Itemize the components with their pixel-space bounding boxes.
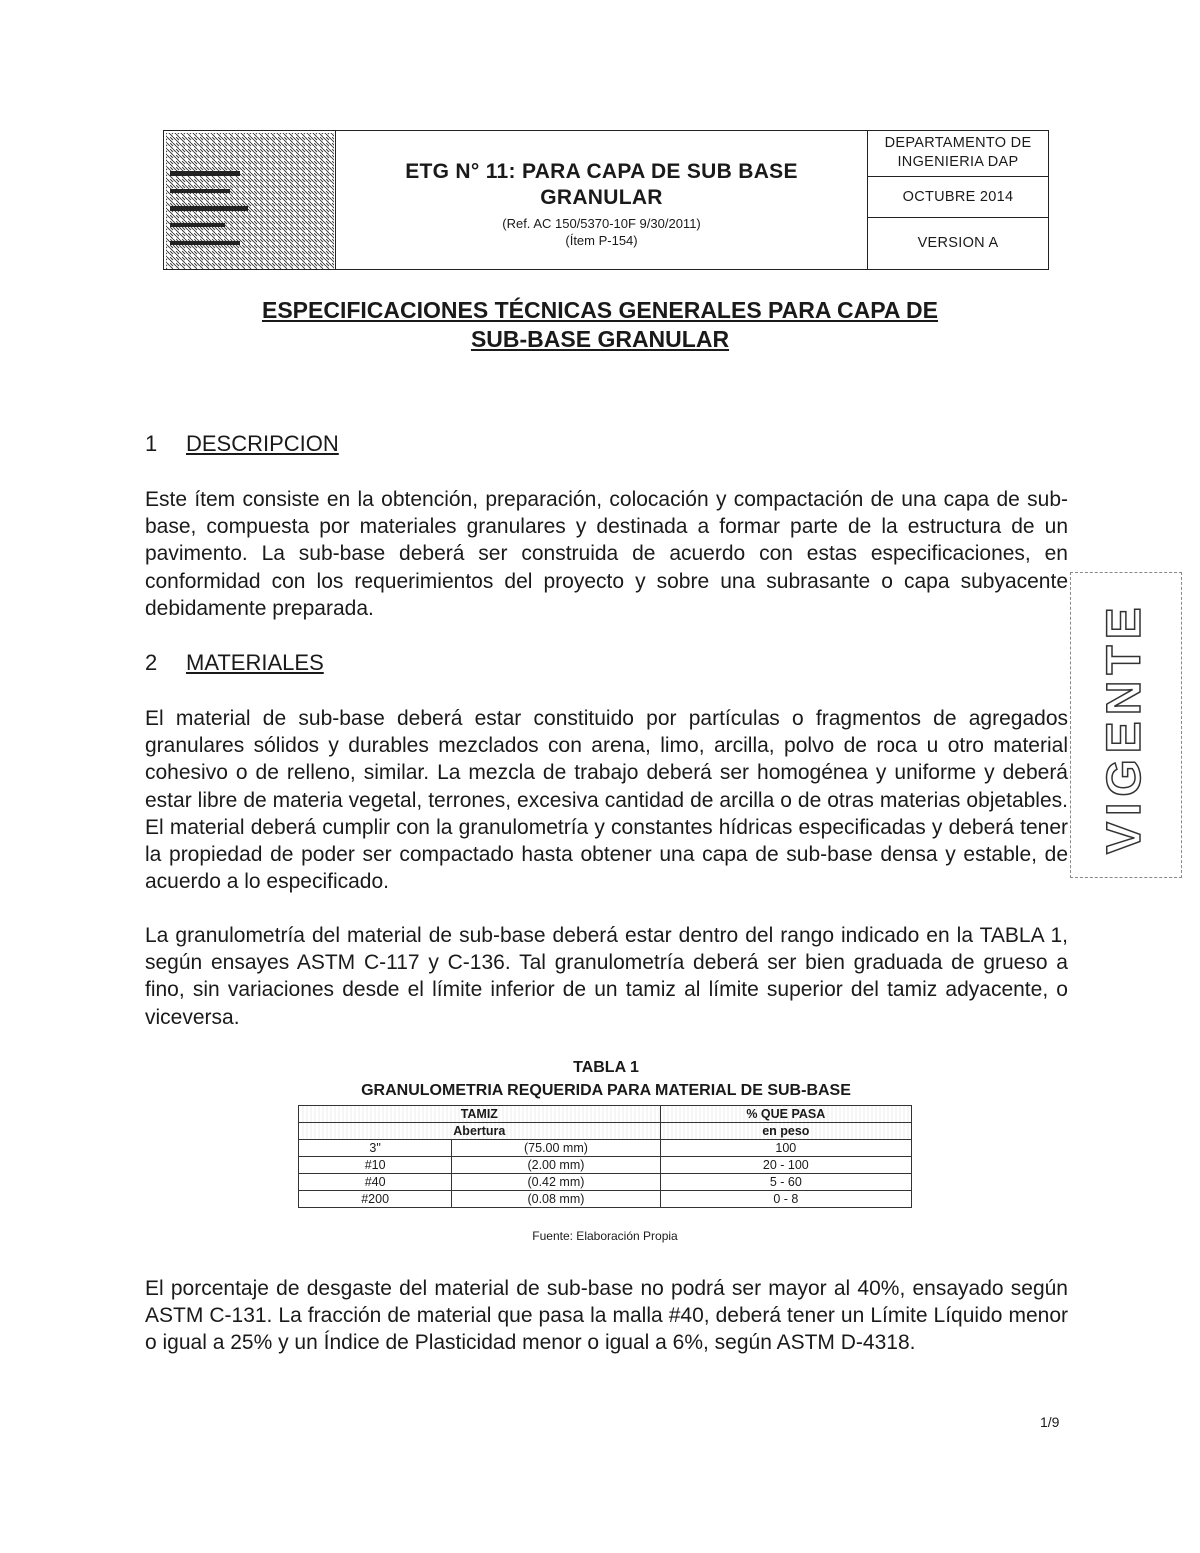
department-line1: DEPARTAMENTO DE [884,135,1032,151]
section-heading-1 [145,431,339,457]
table-label: TABLA 1 [573,1059,639,1076]
header-title-line1: ETG N° 11: PARA CAPA DE SUB BASE [405,160,798,183]
table-row [299,1157,912,1174]
table-header-row [299,1106,912,1123]
header-item: (Ítem P-154) [565,233,638,248]
granulometry-table [298,1105,912,1208]
vigente-stamp [1070,572,1182,878]
department-line2: INGENIERIA DAP [897,154,1019,170]
pass-cell: 100 [660,1140,911,1157]
opening-cell: (2.00 mm) [452,1157,660,1174]
table-caption: GRANULOMETRIA REQUERIDA PARA MATERIAL DE SUB-BASE [361,1082,851,1099]
document-header [163,130,1049,270]
header-peso: en peso [660,1123,911,1140]
section2-paragraph-1: El material de sub-base deberá estar constituido por partículas o fragmentos de agregados granulares sólidos y durables mezclados con arena, limo, arcilla, polvo de roca u otro material cohesivo o de relleno, similar. La mezcla de trabajo deberá ser homogénea y uniforme y deberá estar libre de materia vegetal, terrones, excesiva cantidad de arcilla o de otras materias objetables. El material deberá cumplir con la granulometría y constantes hídricas especificadas y deberá tener la propiedad de poder ser compactado hasta obtener una capa de sub-base densa y estable, de acuerdo a lo especificado. [145,707,1068,894]
page-title-line2: SUB-BASE GRANULAR [470,326,730,352]
section2-paragraph-2: La granulometría del material de sub-base deberá estar dentro del rango indicado en la TABLA 1, según ensayes ASTM C-117 y C-136. Tal granulometría deberá ser bien graduada de grueso a fino, sin variaciones desde el límite inferior de un tamiz al límite superior del tamiz adyacente, o viceversa. [145,924,1068,1029]
page-number: 1/9 [1040,1414,1060,1430]
sieve-cell: #10 [299,1157,452,1174]
opening-cell: (0.08 mm) [452,1191,660,1208]
table-row [299,1140,912,1157]
header-version: VERSION A [917,235,999,251]
pass-cell: 20 - 100 [660,1157,911,1174]
table-header-row [299,1123,912,1140]
table-row [299,1174,912,1191]
header-title-line2: GRANULAR [540,186,663,209]
section-heading-2 [145,650,324,676]
pass-cell: 5 - 60 [660,1174,911,1191]
header-date: OCTUBRE 2014 [868,177,1048,218]
page-title-line1: ESPECIFICACIONES TÉCNICAS GENERALES PARA CAPA DE [261,297,939,323]
header-meta [868,131,1048,269]
table-source: Fuente: Elaboración Propia [532,1229,678,1243]
header-department [868,131,1048,177]
section-number: 2 [145,650,158,675]
header-pasa: % QUE PASA [660,1106,911,1123]
header-reference: (Ref. AC 150/5370-10F 9/30/2011) [502,216,701,231]
table-row [299,1191,912,1208]
opening-cell: (0.42 mm) [452,1174,660,1191]
sieve-cell: #200 [299,1191,452,1208]
section2-paragraph-3: El porcentaje de desgaste del material de sub-base no podrá ser mayor al 40%, ensayado según ASTM C-131. La fracción de material que pasa la malla #40, deberá tener un Límite Líquido menor o igual a 25% y un Índice de Plasticidad menor o igual a 6%, según ASTM D-4318. [145,1277,1068,1355]
opening-cell: (75.00 mm) [452,1140,660,1157]
sieve-cell: 3" [299,1140,452,1157]
header-tamiz: TAMIZ [299,1106,661,1123]
section1-paragraph: Este ítem consiste en la obtención, preparación, colocación y compactación de una capa de sub-base, compuesta por materiales granulares y destinada a formar parte de la estructura de un pavimento. La sub-base deberá ser construida de acuerdo con estas especificaciones, en conformidad con los requerimientos del proyecto y sobre una subrasante o capa subyacente debidamente preparada. [145,488,1068,620]
header-title-block [336,131,868,269]
section-title: DESCRIPCION [186,431,339,456]
section-number: 1 [145,431,158,456]
page-title [180,296,1020,354]
header-abertura: Abertura [299,1123,661,1140]
sieve-cell: #40 [299,1174,452,1191]
pass-cell: 0 - 8 [660,1191,911,1208]
logo-icon [164,131,336,269]
section-title: MATERIALES [186,650,324,675]
stamp-text: VIGENTE [1098,601,1151,855]
